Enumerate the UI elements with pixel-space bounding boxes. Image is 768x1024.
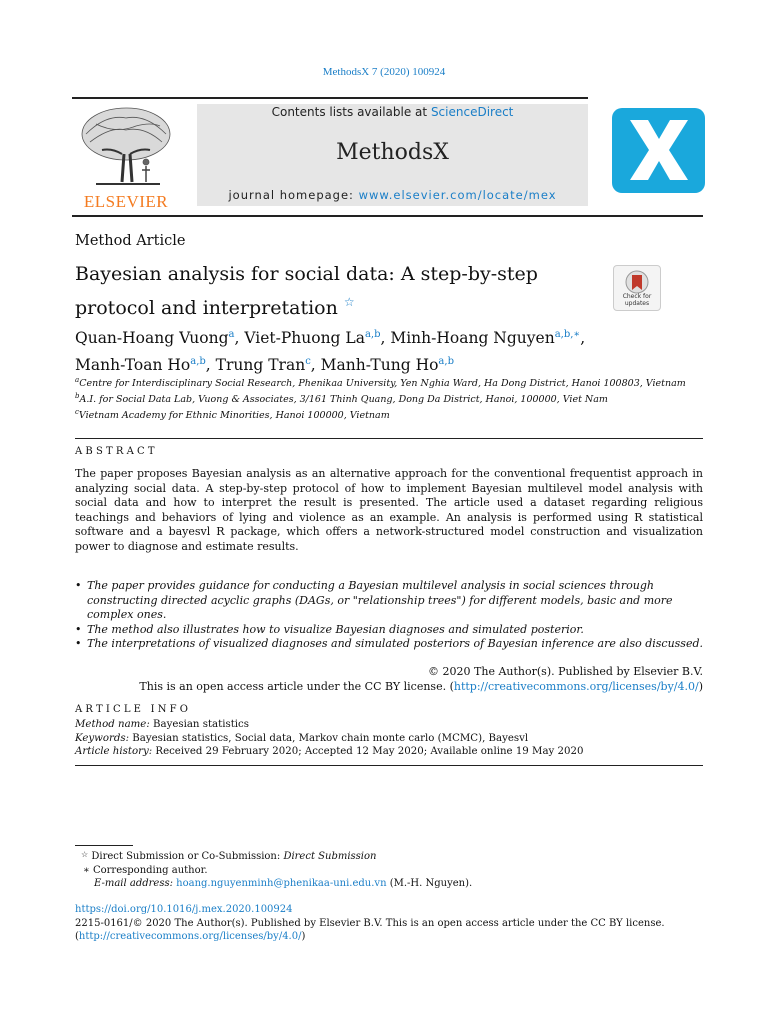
- keywords-label: Keywords:: [75, 732, 130, 744]
- keywords-row: [75, 732, 703, 746]
- elsevier-logo: [74, 104, 178, 211]
- email-suffix: (M.-H. Nguyen).: [389, 878, 473, 889]
- check-for-updates-badge[interactable]: [613, 265, 661, 311]
- article-title: [75, 260, 595, 322]
- article-info: [75, 718, 703, 759]
- author-separator: ,: [380, 329, 391, 348]
- abstract-heading: ABSTRACT: [75, 446, 158, 457]
- author-affiliation-mark[interactable]: a,b: [364, 329, 381, 340]
- article-info-bottom-rule: [75, 765, 703, 766]
- page-footer: [75, 903, 703, 944]
- check-updates-label: Check for updates: [622, 293, 652, 307]
- methodsx-logo: [612, 108, 705, 193]
- author-name[interactable]: Minh-Hoang Nguyen: [390, 329, 555, 348]
- elsevier-wordmark: ELSEVIER: [83, 192, 169, 211]
- email-link[interactable]: hoang.nguyenminh@phenikaa-uni.edu.vn: [176, 878, 387, 889]
- abstract-top-rule: [75, 438, 703, 439]
- journal-reference[interactable]: MethodsX 7 (2020) 100924: [322, 66, 446, 78]
- license-suffix: ): [698, 680, 703, 693]
- license-link[interactable]: http://creativecommons.org/licenses/by/4.0/: [453, 680, 699, 693]
- author-name[interactable]: Quan-Hoang Vuong: [75, 329, 229, 348]
- homepage-line: [197, 188, 588, 202]
- license-line: [75, 679, 703, 694]
- email-footnote: [75, 877, 703, 891]
- affiliation-text: A.I. for Social Data Lab, Vuong & Associates, 3/161 Thinh Quang, Dong Da District, Hanoi, 100000, Viet Nam: [79, 394, 608, 406]
- affiliation-text: Vietnam Academy for Ethnic Minorities, Hanoi 100000, Vietnam: [78, 410, 390, 422]
- author-name[interactable]: Trung Tran: [215, 356, 306, 375]
- issn-line: 2215-0161/© 2020 The Author(s). Published by Elsevier B.V. This is an open access article under the CC BY license.: [75, 917, 665, 929]
- author-affiliation-mark[interactable]: c: [305, 356, 311, 368]
- star-footnote-mark: ☆: [81, 850, 89, 859]
- doi-link[interactable]: https://doi.org/10.1016/j.mex.2020.100924: [75, 904, 293, 915]
- homepage-prefix: journal homepage:: [228, 188, 359, 202]
- corresponding-text: Corresponding author.: [92, 864, 208, 876]
- contents-prefix: Contents lists available at: [271, 105, 431, 119]
- author-affiliation-mark[interactable]: a,b,∗: [554, 329, 581, 340]
- article-type: Method Article: [75, 233, 186, 249]
- methodsx-x-icon: [612, 108, 705, 193]
- author-separator: ,: [310, 356, 321, 375]
- history-row: [75, 745, 703, 759]
- submission-footnote: [75, 848, 703, 864]
- title-text: Bayesian analysis for social data: A step-by-step protocol and interpretation: [75, 263, 538, 319]
- submission-label: Direct Submission or Co-Submission:: [91, 851, 281, 862]
- highlight-item: • The paper provides guidance for conducting a Bayesian multilevel analysis in social sciences through constructing directed acyclic graphs (DAGs, or "relationship trees") for different models, basic and more complex ones.: [75, 579, 703, 623]
- method-name-value: Bayesian statistics: [153, 719, 249, 730]
- affiliation-mark: c: [75, 408, 79, 417]
- footer-license-line: (http://creativecommons.org/licenses/by/4.0/): [75, 931, 306, 942]
- keywords-value: Bayesian statistics, Social data, Markov chain monte carlo (MCMC), Bayesvl: [132, 732, 529, 744]
- corresponding-footnote: [75, 864, 703, 878]
- affiliation-mark: a: [75, 376, 80, 384]
- corresponding-mark: ∗: [83, 864, 90, 876]
- affiliation-item: [75, 390, 705, 406]
- author-affiliation-mark[interactable]: a,b: [190, 356, 206, 368]
- license-prefix: This is an open access article under the CC BY license. (: [139, 680, 454, 693]
- footnote-rule: [75, 845, 133, 846]
- journal-header-box: [197, 104, 588, 206]
- author-separator: ,: [205, 356, 216, 375]
- footnotes: [75, 848, 703, 891]
- author-separator: ,: [234, 329, 245, 348]
- author-name[interactable]: Manh-Tung Ho: [320, 356, 439, 375]
- journal-name: MethodsX: [336, 140, 449, 165]
- highlight-item: • The interpretations of visualized diagnoses and simulated posteriors of Bayesian inference are also discussed.: [75, 637, 703, 652]
- affiliation-item: [75, 406, 705, 422]
- homepage-link[interactable]: www.elsevier.com/locate/mex: [358, 188, 557, 202]
- author-list: [75, 323, 705, 377]
- email-label: E-mail address:: [94, 878, 173, 889]
- method-name-row: [75, 718, 703, 732]
- footer-license-link[interactable]: http://creativecommons.org/licenses/by/4.0/: [78, 931, 302, 942]
- highlight-item: • The method also illustrates how to visualize Bayesian diagnoses and simulated posterior.: [75, 623, 703, 638]
- header-top-rule: [72, 97, 588, 99]
- submission-value: Direct Submission: [283, 851, 377, 862]
- elsevier-tree-icon: [76, 104, 176, 190]
- author-name[interactable]: Viet-Phuong La: [244, 329, 365, 348]
- affiliation-item: [75, 374, 705, 390]
- copyright-line: © 2020 The Author(s). Published by Elsevier B.V.: [428, 665, 703, 678]
- highlights-list: [75, 579, 703, 652]
- copyright-block: [75, 664, 703, 694]
- author-affiliation-mark[interactable]: a,b: [438, 356, 454, 368]
- header-bottom-rule: [72, 215, 703, 217]
- affiliation-mark: b: [75, 392, 80, 401]
- star-footnote-icon[interactable]: ☆: [343, 295, 355, 309]
- affiliations: [75, 374, 705, 422]
- history-label: Article history:: [75, 746, 153, 757]
- affiliation-text: Centre for Interdisciplinary Social Research, Phenikaa University, Yen Nghia Ward, Ha Dong District, Hanoi 100803, Vietnam: [79, 378, 686, 390]
- author-separator: ,: [580, 329, 586, 348]
- contents-line: [197, 105, 588, 119]
- history-value: Received 29 February 2020; Accepted 12 May 2020; Available online 19 May 2020: [155, 746, 584, 757]
- author-affiliation-mark[interactable]: a: [228, 329, 235, 340]
- author-name[interactable]: Manh-Toan Ho: [75, 356, 191, 375]
- abstract-text: The paper proposes Bayesian analysis as an alternative approach for the conventional frequentist approach in analyzing social data. A step-by-step protocol of how to implement Bayesian multilevel model analysis with social data and how to interpret the result is presented. The article used a dataset regarding religious teachings and behaviors of lying and violence as an example. An analysis is performed using R statistical software and a bayesvl R package, which offers a network-structured model construction and visualization power to diagnose and estimate results.: [75, 467, 703, 553]
- method-name-label: Method name:: [75, 719, 150, 730]
- sciencedirect-link[interactable]: ScienceDirect: [430, 105, 514, 119]
- article-info-heading: ARTICLE INFO: [75, 704, 192, 715]
